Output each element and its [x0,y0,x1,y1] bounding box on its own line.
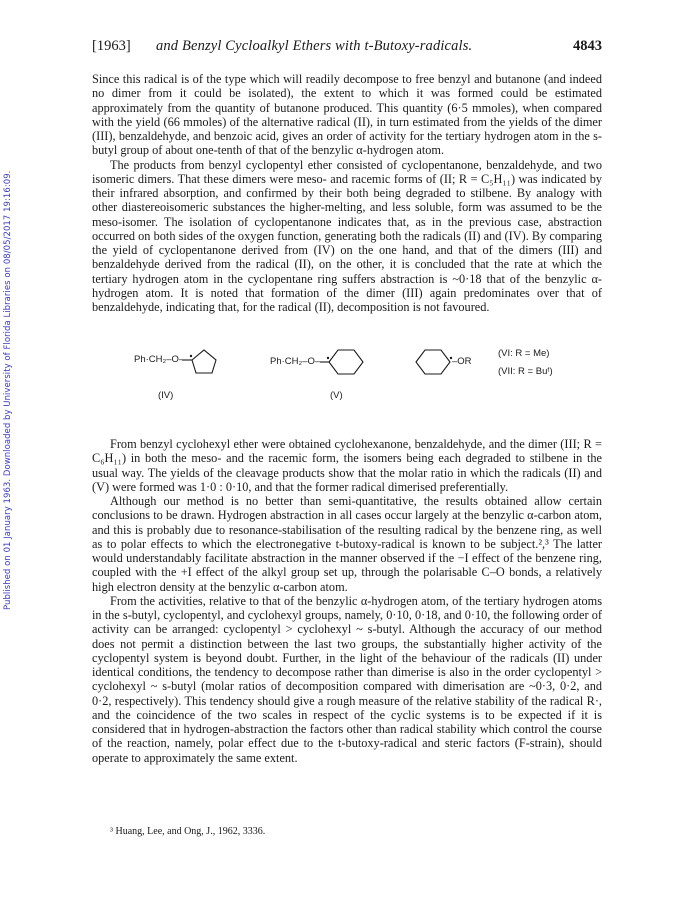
body-text-lower [92,437,602,765]
footnote: ³ Huang, Lee, and Ong, J., 1962, 3336. [110,826,266,837]
paragraph: The products from benzyl cyclopentyl ether consisted of cyclopentanone, benzaldehyde, and two isomeric dimers. That these dimers were meso- and racemic forms of (II; R = C₅H₁₁) was indicated by their infrared absorption, and confirmed by their both being degraded to stilbene. By analogy with other diastereoisomeric substances the higher-melting, and less soluble, form was assumed to be the meso-isomer. The isolation of cyclopentanone indicates that, as in the previous case, abstraction occurred on both sides of the oxygen function, generating both the radicals (II) and (IV). By comparing the yield of cyclopentanone derived from (IV) on the one hand, and that of the dimers (III) and benzaldehyde derived from the radical (II), on the other, it is concluded that the rate at which the tertiary hydrogen atom in the cyclopentane ring suffers abstraction is ~0·18 that of the benzylic α-hydrogen atom. It is noted that formation of the dimer (III) again predominates over that of benzaldehyde, indicating that, for the radical (II), decomposition is not favoured. [92,157,602,314]
paragraph: Since this radical is of the type which will readily decompose to free benzyl and butanone (and indeed no dimer from it could be isolated), the extent to which it was formed could be estimated approximately from the quantity of butanone produced. This quantity (6·5 mmoles), when compared with the yield (66 mmoles) of the alternative radical (II), in turn estimated from the yields of the dimer (III), benzaldehyde, and benzoic acid, gives an order of activity for the tertiary hydrogen atom in the s-butyl group of about one-tenth of that of the benzylic α-hydrogen atom. [92,72,602,158]
header-year: [1963] [92,38,131,54]
cyclohexane-ring [416,350,450,374]
body-text-upper [92,72,602,314]
radical-dot [190,355,192,357]
structure-iv-formula: Ph·CH₂–O– [134,354,185,365]
structure-vii-label: (VII: R = Buᵗ) [498,366,553,377]
paragraph: Although our method is no better than semi-quantitative, the results obtained allow certain conclusions to be drawn. Hydrogen abstraction in all cases occur largely at the benzylic α-carbon atom, and this is probably due to resonance-stabilisation of the resulting radical by the benzene ring, as well as to polar effects to which the electronegative t-butoxy-radical is known to be subject.²,³ The latter would understandably facilitate abstraction in the manner observed if the −I effect of the benzene ring, coupled with the +I effect of the alkyl group set up, through the polarisable C–O bonds, a relatively high electron density at the benzylic α-carbon atom. [92,494,602,594]
header-running-title: and Benzyl Cycloalkyl Ethers with t-Butoxy-radicals. [156,38,473,54]
cyclohexane-ring [329,350,363,374]
paragraph: From benzyl cyclohexyl ether were obtained cyclohexanone, benzaldehyde, and the dimer (III; R = C₆H₁₁) in both the meso- and the racemic form, the isomers being each degraded to stilbene in the usual way. The yields of the cleavage products show that the molar ratio in which the radicals (II) and (V) were formed was 1·0 : 0·10, and that the former radical dimerised preferentially. [92,437,602,494]
cyclopentane-ring [192,350,216,373]
download-watermark: Published on 01 January 1963. Downloaded by University of Florida Libraries on 08/05/2017 19:16:09. [3,170,13,610]
structure-v-formula: Ph·CH₂–O– [270,356,321,367]
structure-v-label: (V) [330,390,343,401]
structure-figure [120,340,580,418]
page-number: 4843 [573,38,602,54]
radical-dot [327,357,329,359]
running-header [92,38,602,56]
structure-vi-formula: –OR [452,356,472,367]
structure-iv-label: (IV) [158,390,174,401]
paragraph: From the activities, relative to that of the benzylic α-hydrogen atom, of the tertiary hydrogen atoms in the s-butyl, cyclopentyl, and cyclohexyl groups, namely, 0·10, 0·18, and 0·10, the following order of activity can be arranged: cyclopentyl > cyclohexyl ~ s-butyl. Although the accuracy of our method does not permit a distinction between the last two groups, the substantially higher activity of the cyclopentyl system is beyond doubt. Further, in the light of the behaviour of the radicals (II) under identical conditions, the tendency to decompose rather than dimerise is also in the order cyclopentyl > cyclohexyl ~ s-butyl (molar ratios of decomposition compared with dimerisation are ~0·3, 0·2, and 0·2, respectively). This tendency should give a rough measure of the relative stability of the radical R·, and the coincidence of the two scales in respect of the cyclic systems is to be expected if it is considered that in hydrogen-abstraction the factors other than radical stability which control the course of the reaction, namely, polar effect due to the t-butoxy-radical and steric factors (F-strain), should operate to approximately the same extent. [92,593,602,765]
structure-vi-label: (VI: R = Me) [498,348,550,359]
